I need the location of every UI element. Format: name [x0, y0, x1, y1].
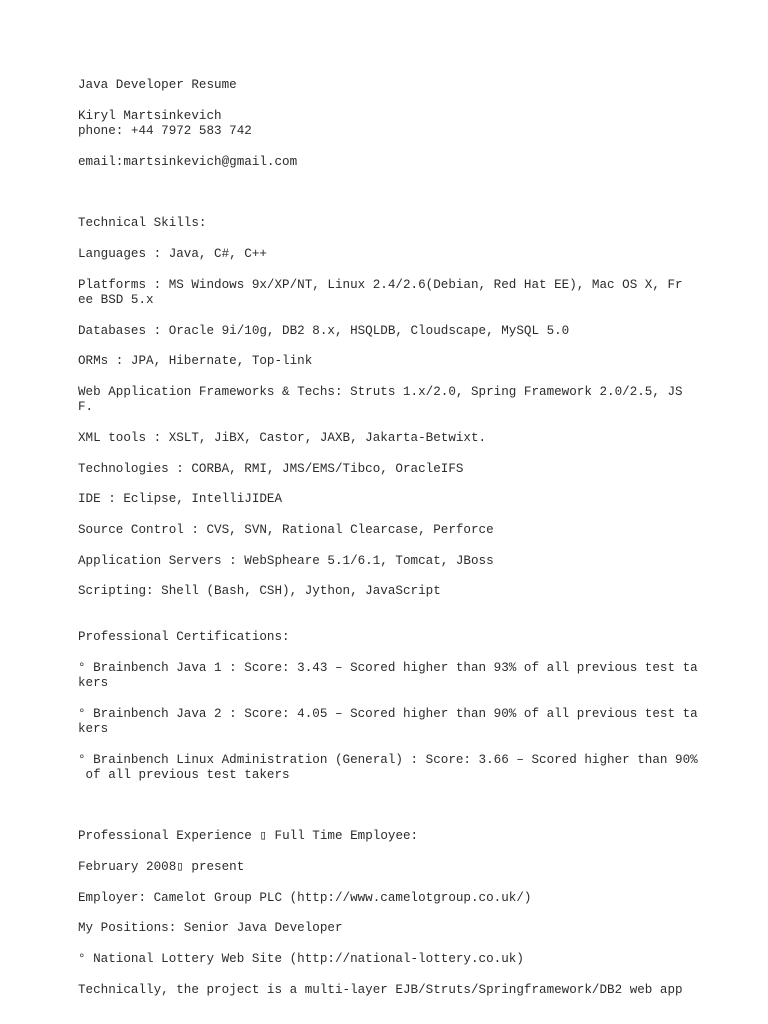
- skill-databases: Databases : Oracle 9i/10g, DB2 8.x, HSQLDB, Cloudscape, MySQL 5.0: [78, 324, 570, 338]
- cert-java-1-cont: kers: [78, 676, 109, 690]
- skill-platforms: Platforms : MS Windows 9x/XP/NT, Linux 2.4/2.6(Debian, Red Hat EE), Mac OS X, Fr: [78, 278, 683, 292]
- skill-ide: IDE : Eclipse, IntelliJIDEA: [78, 492, 283, 506]
- skill-languages: Languages : Java, C#, C++: [78, 247, 267, 261]
- skill-source-control: Source Control : CVS, SVN, Rational Clearcase, Perforce: [78, 523, 494, 537]
- cert-java-2-cont: kers: [78, 722, 109, 736]
- skill-web-frameworks-cont: F.: [78, 400, 94, 414]
- skill-web-frameworks: Web Application Frameworks & Techs: Struts 1.x/2.0, Spring Framework 2.0/2.5, JS: [78, 385, 683, 399]
- cert-linux-admin-cont: of all previous test takers: [78, 768, 290, 782]
- skill-scripting: Scripting: Shell (Bash, CSH), Jython, JavaScript: [78, 584, 441, 598]
- certifications-heading: Professional Certifications:: [78, 630, 290, 644]
- experience-heading: Professional Experience ▯ Full Time Employee:: [78, 829, 419, 843]
- skill-platforms-cont: ee BSD 5.x: [78, 293, 154, 307]
- project-line: ° National Lottery Web Site (http://national-lottery.co.uk): [78, 952, 524, 966]
- email-line: email:martsinkevich@gmail.com: [78, 155, 298, 169]
- skill-app-servers: Application Servers : WebSpheare 5.1/6.1, Tomcat, JBoss: [78, 554, 494, 568]
- resume-title: Java Developer Resume: [78, 78, 237, 92]
- employment-period: February 2008▯ present: [78, 860, 245, 874]
- employer-line: Employer: Camelot Group PLC (http://www.camelotgroup.co.uk/): [78, 891, 532, 905]
- project-technical-description: Technically, the project is a multi-layer EJB/Struts/Springframework/DB2 web app: [78, 983, 683, 997]
- skill-orms: ORMs : JPA, Hibernate, Top-link: [78, 354, 313, 368]
- skills-heading: Technical Skills:: [78, 216, 207, 230]
- phone-line: phone: +44 7972 583 742: [78, 124, 252, 138]
- cert-java-2: ° Brainbench Java 2 : Score: 4.05 – Scored higher than 90% of all previous test ta: [78, 707, 698, 721]
- skill-technologies: Technologies : CORBA, RMI, JMS/EMS/Tibco, OracleIFS: [78, 462, 464, 476]
- position-line: My Positions: Senior Java Developer: [78, 921, 343, 935]
- cert-linux-admin: ° Brainbench Linux Administration (General) : Score: 3.66 – Scored higher than 90%: [78, 753, 698, 767]
- cert-java-1: ° Brainbench Java 1 : Score: 3.43 – Scored higher than 93% of all previous test ta: [78, 661, 698, 675]
- candidate-name: Kiryl Martsinkevich: [78, 109, 222, 123]
- skill-xml-tools: XML tools : XSLT, JiBX, Castor, JAXB, Jakarta-Betwixt.: [78, 431, 487, 445]
